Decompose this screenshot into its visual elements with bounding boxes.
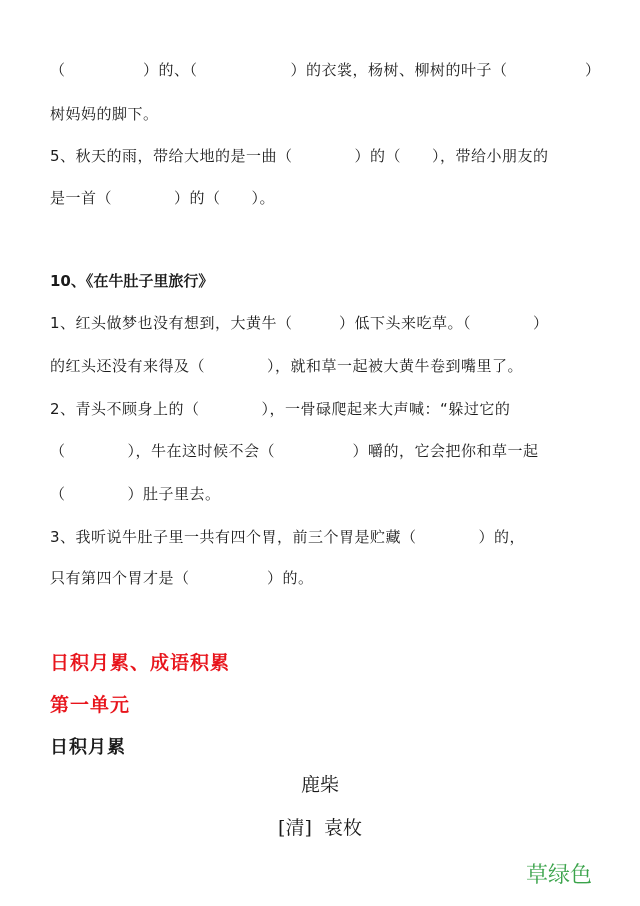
section-line-7: 只有第四个胃才是（ ）的。 — [50, 569, 314, 587]
heading-daily: 日积月累 — [50, 737, 126, 758]
fill-blank-line-3: 5、秋天的雨，带给大地的是一曲（ ）的（ ），带给小朋友的 — [50, 147, 549, 165]
heading-unit-one: 第一单元 — [50, 694, 131, 716]
section-line-1: 1、红头做梦也没有想到，大黄牛（ ）低下头来吃草。（ ） — [50, 314, 549, 332]
section-line-3: 2、青头不顾身上的（ ），一骨碌爬起来大声喊：“躲过它的 — [50, 400, 511, 418]
section-title: 10、《在牛肚子里旅行》 — [50, 272, 214, 290]
section-line-5: （ ）肚子里去。 — [50, 485, 221, 503]
watermark: 草绿色 — [525, 863, 592, 888]
fill-blank-line-1: （ ）的、（ ）的衣裳，杨树、柳树的叶子（ ） — [50, 61, 601, 79]
section-line-4: （ ），牛在这时候不会（ ）嚼的，它会把你和草一起 — [50, 442, 539, 460]
poem-title: 鹿柴 — [300, 774, 339, 796]
fill-blank-line-4: 是一首（ ）的（ ）。 — [50, 189, 276, 207]
section-line-2: 的红头还没有来得及（ ），就和草一起被大黄牛卷到嘴里了。 — [50, 357, 524, 375]
poem-author: [清] 袁枚 — [278, 817, 362, 839]
fill-blank-line-2: 树妈妈的脚下。 — [50, 105, 159, 123]
heading-idioms: 日积月累、成语积累 — [50, 652, 231, 674]
section-line-6: 3、我听说牛肚子里一共有四个胃，前三个胃是贮藏（ ）的， — [50, 528, 526, 546]
